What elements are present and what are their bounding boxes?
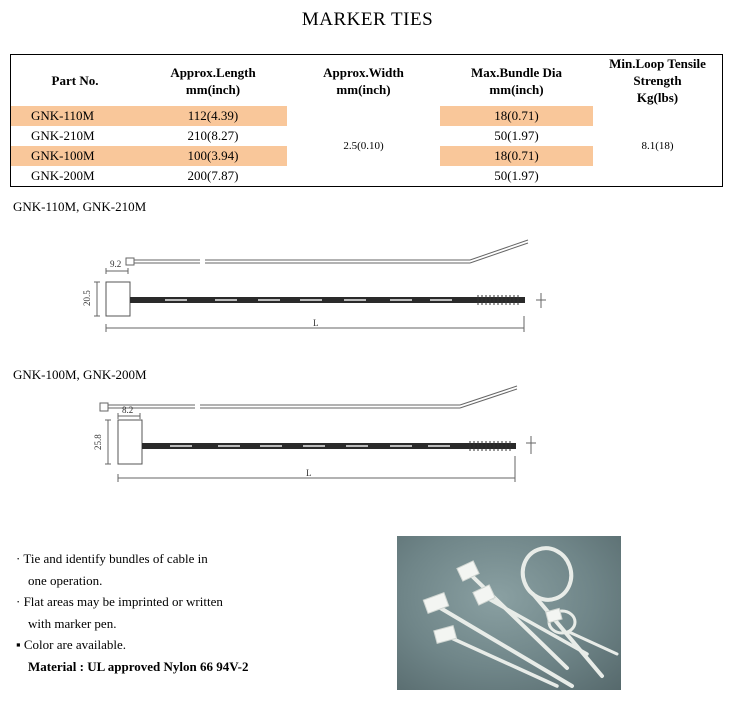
drawing2-tie-diagram: [0, 380, 735, 490]
drawing2-caption: GNK-100M, GNK-200M: [13, 367, 147, 382]
drawing2-dim-tag: 8.2: [122, 405, 134, 415]
feature-list: [16, 548, 249, 677]
cell-part: GNK-210M: [31, 128, 95, 143]
drawing2-dim-side: 25.8: [93, 434, 103, 450]
product-photo: [397, 536, 621, 690]
cell-width-shared: 2.5(0.10): [287, 106, 440, 187]
cell-bundle: 18(0.71): [440, 106, 593, 126]
spec-table: [10, 54, 723, 187]
cell-bundle: 18(0.71): [440, 146, 593, 166]
cell-tensile-shared: 8.1(18): [593, 106, 723, 187]
drawing1-caption: GNK-110M, GNK-210M: [13, 199, 147, 214]
material-line: Material : UL approved Nylon 66 94V-2: [28, 658, 249, 674]
bullet-line: with marker pen.: [28, 615, 117, 631]
bullet-line: ▪ Color are available.: [16, 637, 127, 652]
cell-bundle: 50(1.97): [494, 168, 539, 183]
cell-length: 112(4.39): [139, 106, 287, 126]
cell-length: 210(8.27): [187, 128, 239, 143]
drawing1-dim-length: L: [313, 318, 319, 328]
bullet-line: one operation.: [28, 572, 103, 588]
page-title: MARKER TIES: [301, 9, 434, 30]
header-length: Approx.Length mm(inch): [170, 64, 256, 97]
cell-length: 200(7.87): [187, 168, 239, 183]
drawing2-dim-length: L: [306, 468, 312, 478]
header-part-no: Part No.: [51, 73, 99, 88]
table-row: [11, 106, 723, 126]
drawing1-dim-side: 20.5: [82, 290, 92, 306]
cell-part: GNK-200M: [31, 168, 95, 183]
bullet-line: · Flat areas may be imprinted or written: [16, 594, 223, 609]
cell-part: GNK-100M: [11, 146, 140, 166]
drawing1-tie-diagram: [0, 230, 735, 340]
header-bundle: Max.Bundle Dia mm(inch): [470, 64, 562, 97]
cell-bundle: 50(1.97): [494, 128, 539, 143]
drawing1-dim-tag: 9.2: [110, 259, 122, 269]
cell-length: 100(3.94): [139, 146, 287, 166]
header-width: Approx.Width mm(inch): [323, 64, 404, 97]
table-header-row: [11, 55, 723, 107]
header-tensile: Min.Loop Tensile Strength Kg(lbs): [609, 56, 706, 105]
bullet-line: · Tie and identify bundles of cable in: [16, 551, 208, 566]
marker-ties-photo-icon: [397, 536, 621, 690]
cell-part: GNK-110M: [11, 106, 140, 126]
